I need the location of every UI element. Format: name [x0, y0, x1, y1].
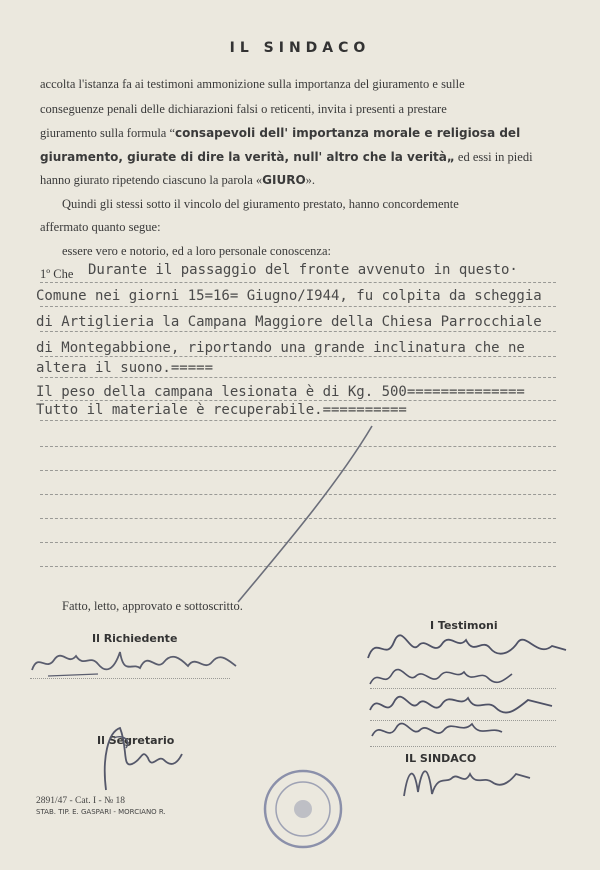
body-line-8: essere vero e notorio, ed a loro personale conoscenza:	[62, 244, 331, 258]
item-number: 1º Che	[40, 267, 74, 281]
printer-credit: STAB. TIP. E. GASPARI - MORCIANO R.	[36, 808, 166, 816]
body-line-7: affermato quanto segue:	[40, 220, 161, 234]
oath-formula-part-2: giuramento, giurate di dire la verità, null' altro che la verità„	[40, 150, 455, 164]
richiedente-label: Il Richiedente	[92, 632, 178, 645]
body-line-3-text: giuramento sulla formula “	[40, 126, 176, 140]
body-line-2: conseguenze penali delle dichiarazioni falsi o reticenti, invita i presenti a prestare	[40, 102, 447, 116]
body-line-4	[40, 149, 533, 165]
ruled-line	[40, 356, 556, 357]
form-code: 2891/47 - Cat. I - № 18	[36, 796, 126, 806]
segretario-signature	[92, 718, 192, 798]
testimoni-signatures	[362, 628, 574, 748]
sindaco-signature	[398, 756, 538, 804]
typed-line-2: Comune nei giorni 15=16= Giugno/I944, fu colpita da scheggia	[36, 288, 542, 304]
body-line-5	[40, 172, 315, 188]
oath-word: GIURO	[262, 173, 306, 187]
page-title: IL SINDACO	[229, 40, 371, 56]
segretario-label: Il Segretario	[97, 734, 175, 747]
oath-formula-part-1: consapevoli dell' importanza morale e religiosa del	[175, 126, 521, 140]
ruled-line	[40, 282, 556, 283]
sindaco-label: IL SINDACO	[405, 752, 477, 765]
richiedente-signature	[28, 642, 243, 682]
typed-line-7: Tutto il materiale è recuperabile.==========	[36, 402, 407, 418]
body-line-1: accolta l'istanza fa ai testimoni ammonizione sulla importanza del giuramento e sulle	[40, 77, 465, 91]
testimoni-label: I Testimoni	[430, 619, 498, 632]
body-line-5-text: hanno giurato ripetendo ciascuno la parola «	[40, 173, 263, 187]
typed-line-1: Durante il passaggio del fronte avvenuto in questo·	[88, 262, 518, 278]
municipal-stamp	[262, 768, 344, 850]
ruled-line	[40, 306, 556, 307]
ruled-line	[40, 400, 556, 401]
ruled-line	[40, 331, 556, 332]
ruled-line	[40, 377, 556, 378]
typed-line-5: altera il suono.=====	[36, 360, 214, 376]
body-line-3	[40, 125, 520, 141]
body-line-5-end: ».	[305, 173, 316, 187]
body-line-6: Quindi gli stessi sotto il vincolo del giuramento prestato, hanno concordemente	[62, 197, 459, 211]
typed-line-4: di Montegabbione, riportando una grande inclinatura che ne	[36, 340, 525, 356]
typed-line-3: di Artiglieria la Campana Maggiore della Chiesa Parrocchiale	[36, 314, 542, 330]
typed-line-6: Il peso della campana lesionata è di Kg. 500==============	[36, 384, 525, 400]
body-line-4-text: ed essi in piedi	[454, 150, 533, 164]
closing-text: Fatto, letto, approvato e sottoscritto.	[62, 599, 243, 613]
cancel-slash	[220, 420, 380, 610]
